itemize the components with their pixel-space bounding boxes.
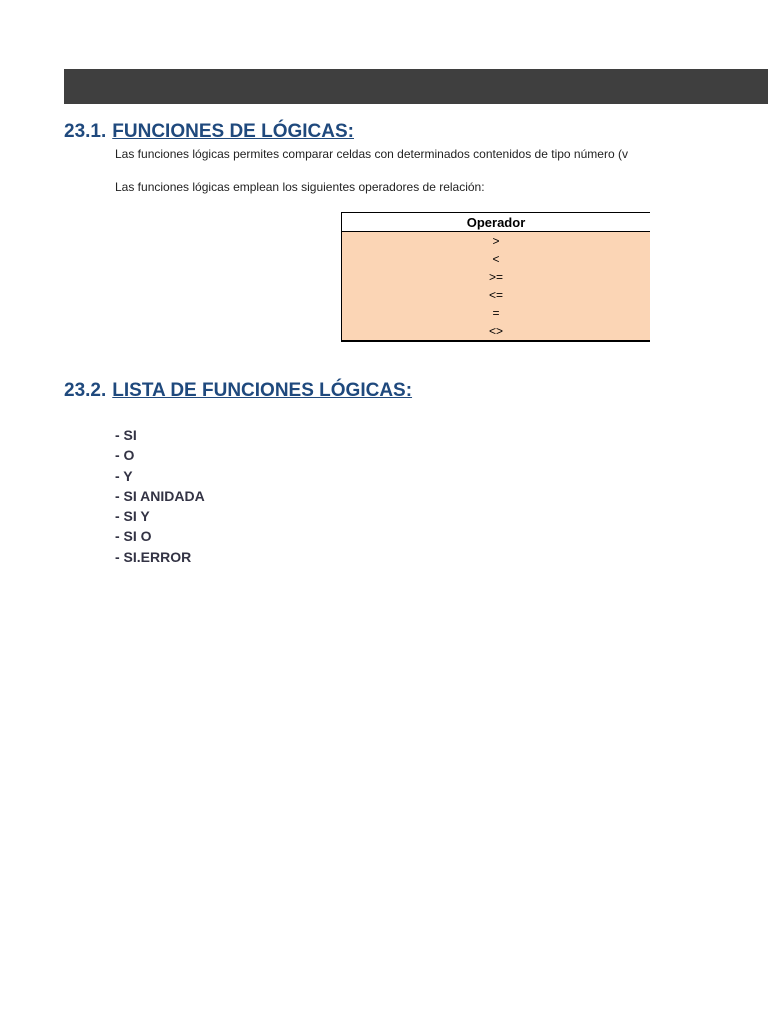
top-banner-bar <box>64 69 768 104</box>
operator-cell: >= <box>342 268 651 286</box>
section-number: 23.1. <box>64 121 107 142</box>
section-heading-23-1 <box>64 121 354 143</box>
operators-intro-paragraph: Las funciones lógicas emplean los siguientes operadores de relación: <box>115 180 485 194</box>
intro-paragraph: Las funciones lógicas permites comparar celdas con determinados contenidos de tipo número (v <box>115 147 628 161</box>
list-item: - SI ANIDADA <box>115 487 205 504</box>
functions-list <box>115 425 205 567</box>
list-item: - SI O <box>115 528 152 545</box>
operator-cell: = <box>342 304 651 322</box>
operators-table <box>341 212 650 342</box>
section-title: FUNCIONES DE LÓGICAS: <box>112 121 354 142</box>
operators-table-header: Operador <box>342 213 651 232</box>
list-item: - SI.ERROR <box>115 548 192 565</box>
section-number: 23.2. <box>64 380 107 401</box>
section-heading-23-2 <box>64 380 412 402</box>
list-item: - Y <box>115 467 133 484</box>
list-item: - SI Y <box>115 508 150 525</box>
operator-cell: <> <box>342 322 651 341</box>
operator-cell: <= <box>342 286 651 304</box>
list-item: - SI <box>115 427 137 443</box>
section-title: LISTA DE FUNCIONES LÓGICAS: <box>112 380 413 401</box>
operator-cell: < <box>342 250 651 268</box>
operator-cell: > <box>342 232 651 251</box>
list-item: - O <box>115 447 135 464</box>
